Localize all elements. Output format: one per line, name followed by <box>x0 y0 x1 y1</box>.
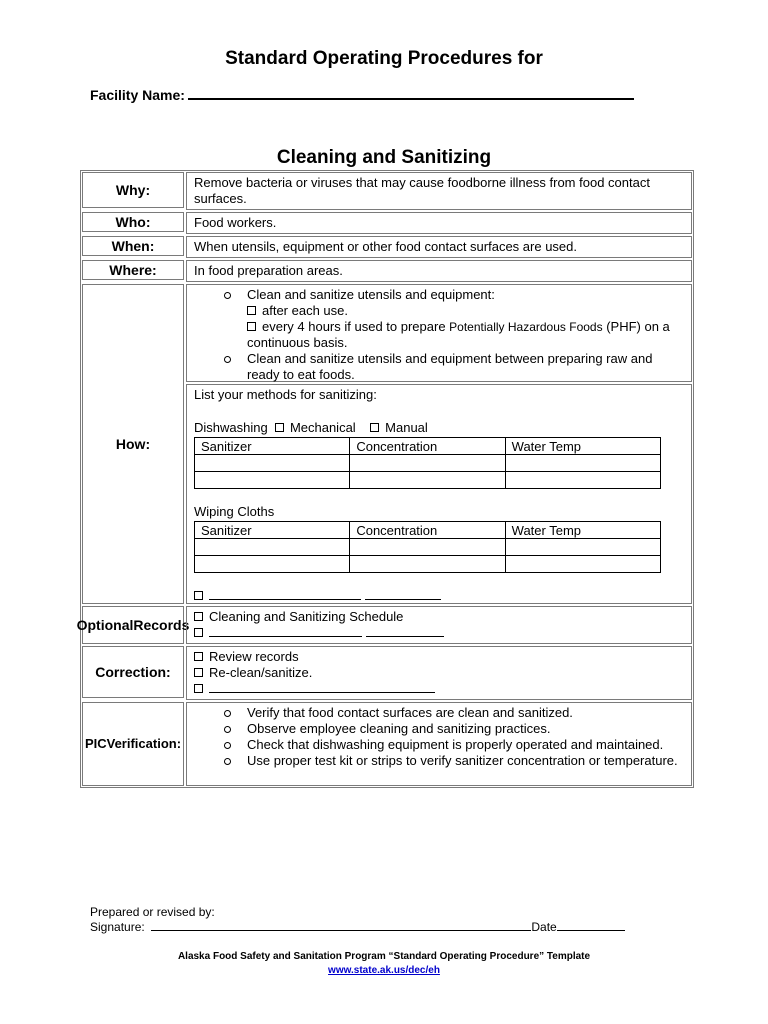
list-item <box>194 649 684 665</box>
who-label: Who: <box>82 212 184 232</box>
column-header: Sanitizer <box>195 438 350 455</box>
where-label: Where: <box>82 260 184 280</box>
checkbox[interactable] <box>194 684 203 693</box>
when-row <box>81 235 693 259</box>
column-header: Water Temp <box>505 522 660 539</box>
table-row <box>195 455 661 472</box>
table-cell[interactable] <box>195 539 350 556</box>
wiping-cloths-label: Wiping Cloths <box>194 504 275 519</box>
sop-table <box>76 170 694 788</box>
column-header: Sanitizer <box>195 522 350 539</box>
list-item: Check that dishwashing equipment is properly operated and maintained. <box>224 737 684 753</box>
checkbox[interactable] <box>194 628 203 637</box>
blank-field[interactable] <box>366 627 444 637</box>
why-text: Remove bacteria or viruses that may cause foodborne illness from food contact surfaces. <box>186 172 692 210</box>
list-item <box>247 319 684 351</box>
table-row <box>195 472 661 489</box>
correction-row <box>81 645 693 701</box>
manual-checkbox[interactable] <box>370 423 379 432</box>
program-name: Alaska Food Safety and Sanitation Program “Standard Operating Procedure” Template <box>177 951 591 962</box>
table-header <box>195 438 661 455</box>
manual-label: Manual <box>385 420 428 435</box>
wiping-cloths-table <box>194 521 661 573</box>
table-cell[interactable] <box>350 455 505 472</box>
table-cell[interactable] <box>505 539 660 556</box>
list-item <box>224 351 684 383</box>
how-sub-2c: (PHF) on a continuous basis. <box>247 319 670 350</box>
table-cell[interactable] <box>350 472 505 489</box>
list-item: Verify that food contact surfaces are clean and sanitized. <box>224 705 684 721</box>
list-item <box>247 303 684 319</box>
table-cell[interactable] <box>195 472 350 489</box>
list-item <box>194 681 684 697</box>
table-cell[interactable] <box>350 556 505 573</box>
column-header: Concentration <box>350 438 505 455</box>
list-item: Observe employee cleaning and sanitizing practices. <box>224 721 684 737</box>
page-subtitle: Cleaning and Sanitizing <box>276 147 492 168</box>
how-row <box>81 283 693 605</box>
checkbox[interactable] <box>194 668 203 677</box>
date-label: Date <box>531 920 557 934</box>
where-row <box>81 259 693 283</box>
table-cell[interactable] <box>195 556 350 573</box>
list-item <box>194 625 684 641</box>
why-label: Why: <box>82 172 184 208</box>
table-cell[interactable] <box>505 556 660 573</box>
table-cell[interactable] <box>505 455 660 472</box>
checkbox[interactable] <box>194 591 203 600</box>
checkbox[interactable] <box>194 612 203 621</box>
list-item <box>194 609 684 625</box>
facility-name-blank[interactable] <box>188 88 634 100</box>
table-header <box>195 522 661 539</box>
how-methods <box>186 384 692 604</box>
pic-bullet-list <box>194 705 684 769</box>
where-text: In food preparation areas. <box>186 260 692 282</box>
mechanical-label: Mechanical <box>289 420 356 435</box>
records-label <box>76 606 190 644</box>
blank-field[interactable] <box>209 590 361 600</box>
pic-label-1: PIC <box>84 736 107 751</box>
page-title: Standard Operating Procedures for <box>225 48 543 69</box>
pic-row <box>81 701 693 787</box>
dishwashing-label: Dishwashing <box>194 420 268 435</box>
list-item: Use proper test kit or strips to verify sanitizer concentration or temperature. <box>224 753 684 769</box>
blank-field[interactable] <box>365 590 441 600</box>
list-item <box>224 287 684 351</box>
correction-content <box>186 646 692 700</box>
other-method-line <box>194 588 684 604</box>
checkbox[interactable] <box>247 322 256 331</box>
pic-label <box>82 702 184 786</box>
records-label-1: Optional <box>76 617 134 633</box>
how-sub-2b: Potentially Hazardous Foods <box>449 320 603 334</box>
date-blank[interactable] <box>557 921 625 931</box>
records-label-2: Records <box>133 617 190 633</box>
prepared-by-label: Prepared or revised by: <box>90 905 215 919</box>
records-item-1: Cleaning and Sanitizing Schedule <box>209 609 404 624</box>
table-row <box>195 556 661 573</box>
dishwashing-table <box>194 437 661 489</box>
table-row <box>195 539 661 556</box>
column-header: Concentration <box>350 522 505 539</box>
why-row <box>81 171 693 211</box>
pic-label-2: Verification: <box>106 736 182 751</box>
correction-label: Correction: <box>82 646 184 698</box>
correction-item-1: Review records <box>209 649 299 664</box>
signature-block <box>90 905 625 935</box>
table-cell[interactable] <box>195 455 350 472</box>
methods-intro: List your methods for sanitizing: <box>194 387 377 402</box>
blank-field[interactable] <box>209 627 362 637</box>
program-footer <box>0 950 768 978</box>
blank-field[interactable] <box>209 683 435 693</box>
column-header: Water Temp <box>505 438 660 455</box>
how-bullet-2: Clean and sanitize utensils and equipment between preparing raw and ready to eat foods. <box>247 351 653 382</box>
when-label: When: <box>82 236 184 256</box>
how-bullet-list <box>194 287 684 383</box>
how-procedures <box>186 284 692 382</box>
who-text: Food workers. <box>186 212 692 234</box>
how-bullet-1: Clean and sanitize utensils and equipment: <box>247 287 495 302</box>
dishwashing-options <box>194 420 684 436</box>
signature-blank[interactable] <box>151 921 531 931</box>
how-sub-1: after each use. <box>262 303 348 318</box>
facility-name-label: Facility Name: <box>90 87 185 103</box>
checkbox[interactable] <box>194 652 203 661</box>
facility-name-field[interactable] <box>90 87 634 103</box>
signature-label: Signature: <box>90 920 145 934</box>
who-row <box>81 211 693 235</box>
table-cell[interactable] <box>505 472 660 489</box>
how-sub-2a: every 4 hours if used to prepare <box>262 319 450 334</box>
mechanical-checkbox[interactable] <box>275 423 284 432</box>
records-content <box>186 606 692 644</box>
how-content <box>185 283 693 605</box>
program-link[interactable]: www.state.ak.us/dec/eh <box>328 965 440 976</box>
records-row <box>76 605 693 645</box>
when-text: When utensils, equipment or other food contact surfaces are used. <box>186 236 692 258</box>
correction-item-2: Re-clean/sanitize. <box>209 665 313 680</box>
signature-line <box>90 920 625 935</box>
how-label: How: <box>82 284 184 604</box>
table-cell[interactable] <box>350 539 505 556</box>
list-item <box>194 665 684 681</box>
pic-content <box>186 702 692 786</box>
checkbox[interactable] <box>247 306 256 315</box>
